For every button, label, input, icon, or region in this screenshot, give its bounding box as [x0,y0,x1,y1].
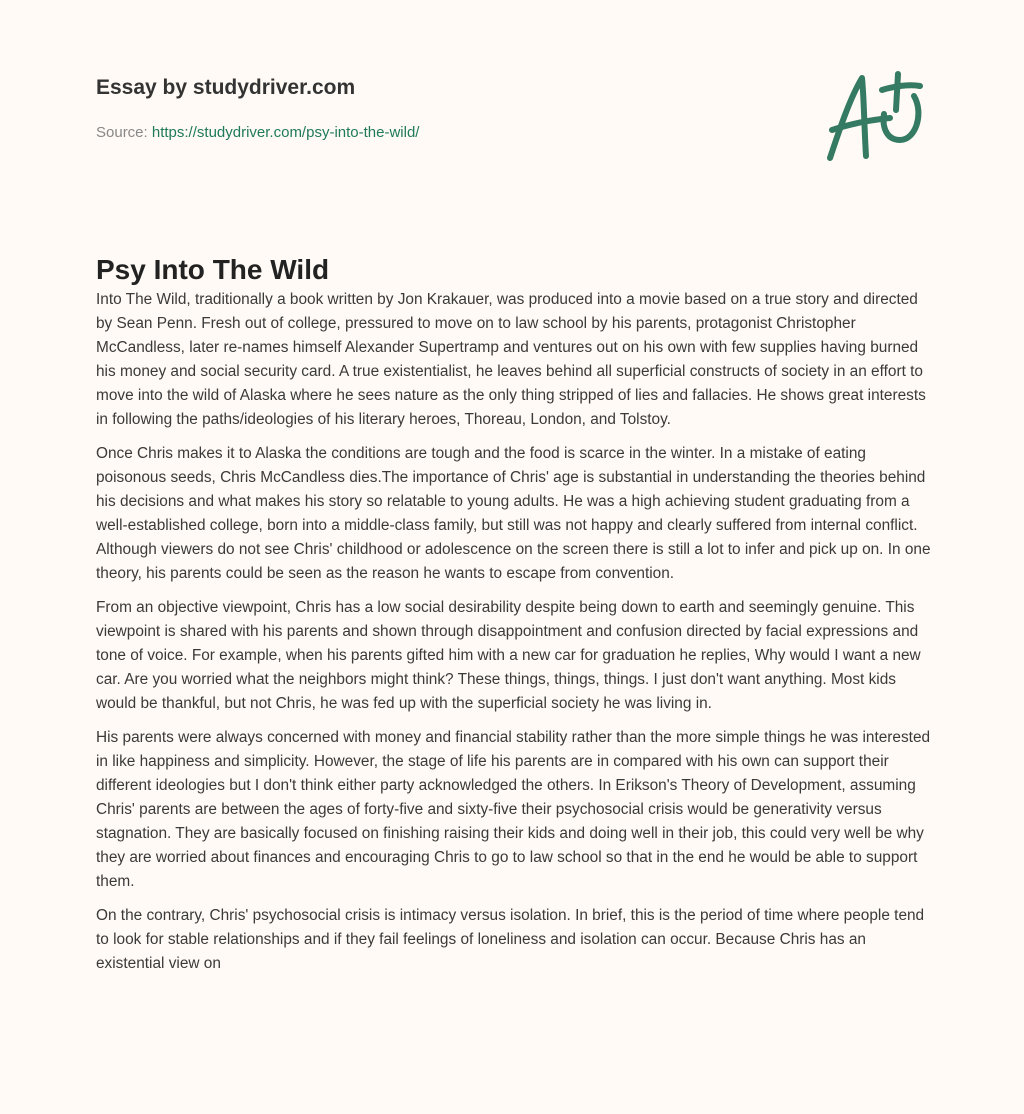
essay-paragraph: On the contrary, Chris' psychosocial crisis is intimacy versus isolation. In brief, this is the period of time where people tend to look for stable relationships and if they fail feelings of loneliness and isolation can occur. Because Chris has an existential view on [96,907,925,972]
source-line [96,124,419,141]
a-plus-logo-icon [820,68,930,168]
essay-body [96,288,932,986]
site-title: Essay by studydriver.com [96,76,356,99]
essay-paragraph: Once Chris makes it to Alaska the conditions are tough and the food is scarce in the winter. In a mistake of eating poisonous seeds, Chris McCandless dies.The importance of Chris' age is substantial in understanding the theories behind his decisions and what makes his story so relatable to young adults. He was a high achieving student graduating from a well-established college, born into a middle-class family, but still was not happy and clearly suffered from internal conflict. Although viewers do not see Chris' childhood or adolescence on the screen there is still a lot to infer and pick up on. In one theory, his parents could be seen as the reason he wants to escape from convention. [96,445,931,582]
essay-paragraph: From an objective viewpoint, Chris has a low social desirability despite being down to earth and seemingly genuine. This viewpoint is shared with his parents and shown through disappointment and confusion directed by facial expressions and tone of voice. For example, when his parents gifted him with a new car for graduation he replies, Why would I want a new car. Are you worried what the neighbors might think? These things, things, things. I just don't want anything. Most kids would be thankful, but not Chris, he was fed up with the superficial society he was living in. [96,599,921,712]
essay-title: Psy Into The Wild [96,254,330,285]
source-link[interactable]: https://studydriver.com/psy-into-the-wild/ [151,124,420,141]
essay-paragraph: Into The Wild, traditionally a book written by Jon Krakauer, was produced into a movie based on a true story and directed by Sean Penn. Fresh out of college, pressured to move on to law school by his parents, protagonist Christopher McCandless, later re-names himself Alexander Supertramp and ventures out on his own with few supplies having burned his money and social security card. A true existentialist, he leaves behind all superficial constructs of society in an effort to move into the wild of Alaska where he sees nature as the only thing stripped of lies and fallacies. He shows great interests in following the paths/ideologies of his literary heroes, Thoreau, London, and Tolstoy. [96,291,926,428]
source-label: Source: [96,124,148,141]
essay-paragraph: His parents were always concerned with money and financial stability rather than the more simple things he was interested in like happiness and simplicity. However, the stage of life his parents are in compared with his own can support their different ideologies but I don't think either party acknowledged the others. In Erikson's Theory of Development, assuming Chris' parents are between the ages of forty-five and sixty-five their psychosocial crisis would be generativity versus stagnation. They are basically focused on finishing raising their kids and doing well in their job, this could very well be why they are worried about finances and encouraging Chris to go to law school so that in the end he would be able to support them. [96,729,931,890]
